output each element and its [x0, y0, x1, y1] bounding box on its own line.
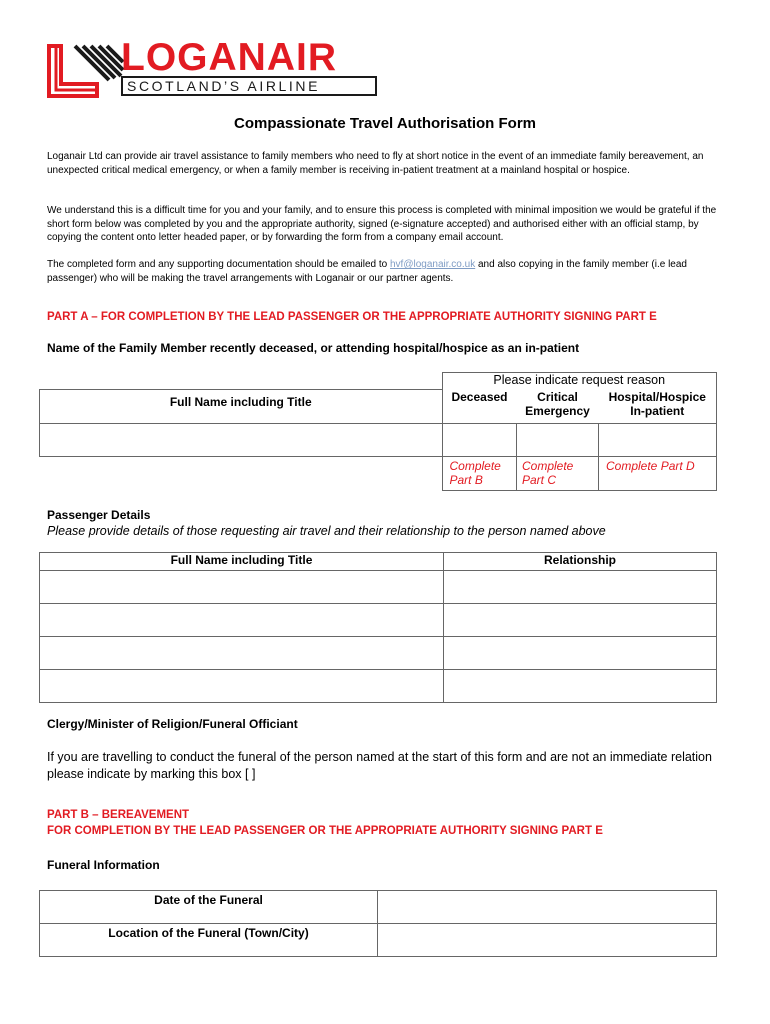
complete-part-c-note: [517, 457, 599, 491]
complete-b-line2: Part B: [449, 473, 483, 487]
critical-label: Critical: [537, 389, 578, 404]
funeral-date-label: Date of the Funeral: [40, 891, 378, 924]
brand-name: LOGANAIR: [121, 36, 337, 79]
brand-tagline: SCOTLAND’S AIRLINE: [127, 78, 321, 94]
intro-paragraph-1: Loganair Ltd can provide air travel assistance to family members who need to fly at short notice in the event of an immediate family bereavement, an unexpected critical medical emergency, or when a family member is receiving in-patient treatment at a mainland hospital or hospice.: [47, 151, 704, 176]
relationship-input[interactable]: [444, 637, 717, 670]
passenger-name-input[interactable]: [40, 571, 444, 604]
loganair-logo: [45, 36, 380, 100]
intro-paragraph-2: We understand this is a difficult time for you and your family, and to ensure this process is completed with minimal imposition we would be grateful if the short form below was completed by you and the appropriate authority, signed (e-signature accepted) and authorised either with an official stamp, by copying the content onto letter headed paper, or by forwarding the form from a company email account.: [47, 205, 717, 243]
relationship-header: Relationship: [444, 553, 717, 571]
funeral-date-input[interactable]: [378, 891, 717, 924]
hospital-inpatient-header: [599, 390, 717, 424]
deceased-header: Deceased: [442, 390, 517, 424]
family-member-label: Name of the Family Member recently deceased, or attending hospital/hospice as an in-patient: [47, 341, 580, 355]
member-full-name-input[interactable]: [40, 424, 443, 457]
brand-tagline-box: [121, 76, 377, 96]
critical-emergency-header: [517, 390, 599, 424]
passenger-name-header: Full Name including Title: [40, 553, 444, 571]
complete-part-d-note: Complete Part D: [599, 457, 717, 491]
part-b-subheading: FOR COMPLETION BY THE LEAD PASSENGER OR THE APPROPRIATE AUTHORITY SIGNING PART E: [47, 825, 603, 837]
complete-c-line2: Part C: [522, 473, 557, 487]
clergy-text: If you are travelling to conduct the funeral of the person named at the start of this form and are not an immediate relation please indicate by marking this box [ ]: [47, 750, 712, 781]
hospital-label: Hospital/Hospice: [608, 389, 706, 404]
complete-c-line1: Complete: [522, 459, 574, 473]
complete-b-line1: Complete: [449, 459, 501, 473]
emergency-label: Emergency: [525, 403, 590, 418]
part-a-heading: PART A – FOR COMPLETION BY THE LEAD PASSENGER OR THE APPROPRIATE AUTHORITY SIGNING PART E: [47, 311, 657, 323]
funeral-table: [39, 890, 717, 957]
passenger-name-input[interactable]: [40, 604, 444, 637]
clergy-heading: Clergy/Minister of Religion/Funeral Officiant: [47, 717, 298, 731]
funeral-location-input[interactable]: [378, 924, 717, 957]
passenger-details-instruction: Please provide details of those requesting air travel and their relationship to the person named above: [47, 524, 606, 538]
family-member-table: [39, 372, 717, 491]
intro-p3-before: The completed form and any supporting documentation should be emailed to: [47, 259, 390, 270]
inpatient-label: In-patient: [630, 403, 685, 418]
passenger-name-input[interactable]: [40, 637, 444, 670]
passenger-table: [39, 552, 717, 703]
intro-paragraph-3: [47, 258, 727, 285]
relationship-input[interactable]: [444, 571, 717, 604]
email-link[interactable]: hvf@loganair.co.uk: [390, 259, 476, 270]
relationship-input[interactable]: [444, 604, 717, 637]
hospital-inpatient-checkbox[interactable]: [599, 424, 717, 457]
passenger-name-input[interactable]: [40, 670, 444, 703]
relationship-input[interactable]: [444, 670, 717, 703]
reason-header: Please indicate request reason: [442, 373, 717, 390]
full-name-header: Full Name including Title: [40, 390, 443, 424]
complete-part-b-note: [442, 457, 517, 491]
funeral-info-heading: Funeral Information: [47, 858, 160, 872]
deceased-checkbox[interactable]: [442, 424, 517, 457]
intro-p3-after: and also copying in the family member (i.e lead passenger) who will be making the travel arrangements with Loganair or our partner agents.: [47, 259, 687, 284]
part-b-heading: PART B – BEREAVEMENT: [47, 809, 190, 821]
critical-emergency-checkbox[interactable]: [517, 424, 599, 457]
passenger-details-heading: Passenger Details: [47, 508, 151, 522]
form-title: Compassionate Travel Authorisation Form: [234, 115, 536, 132]
funeral-location-label: Location of the Funeral (Town/City): [40, 924, 378, 957]
